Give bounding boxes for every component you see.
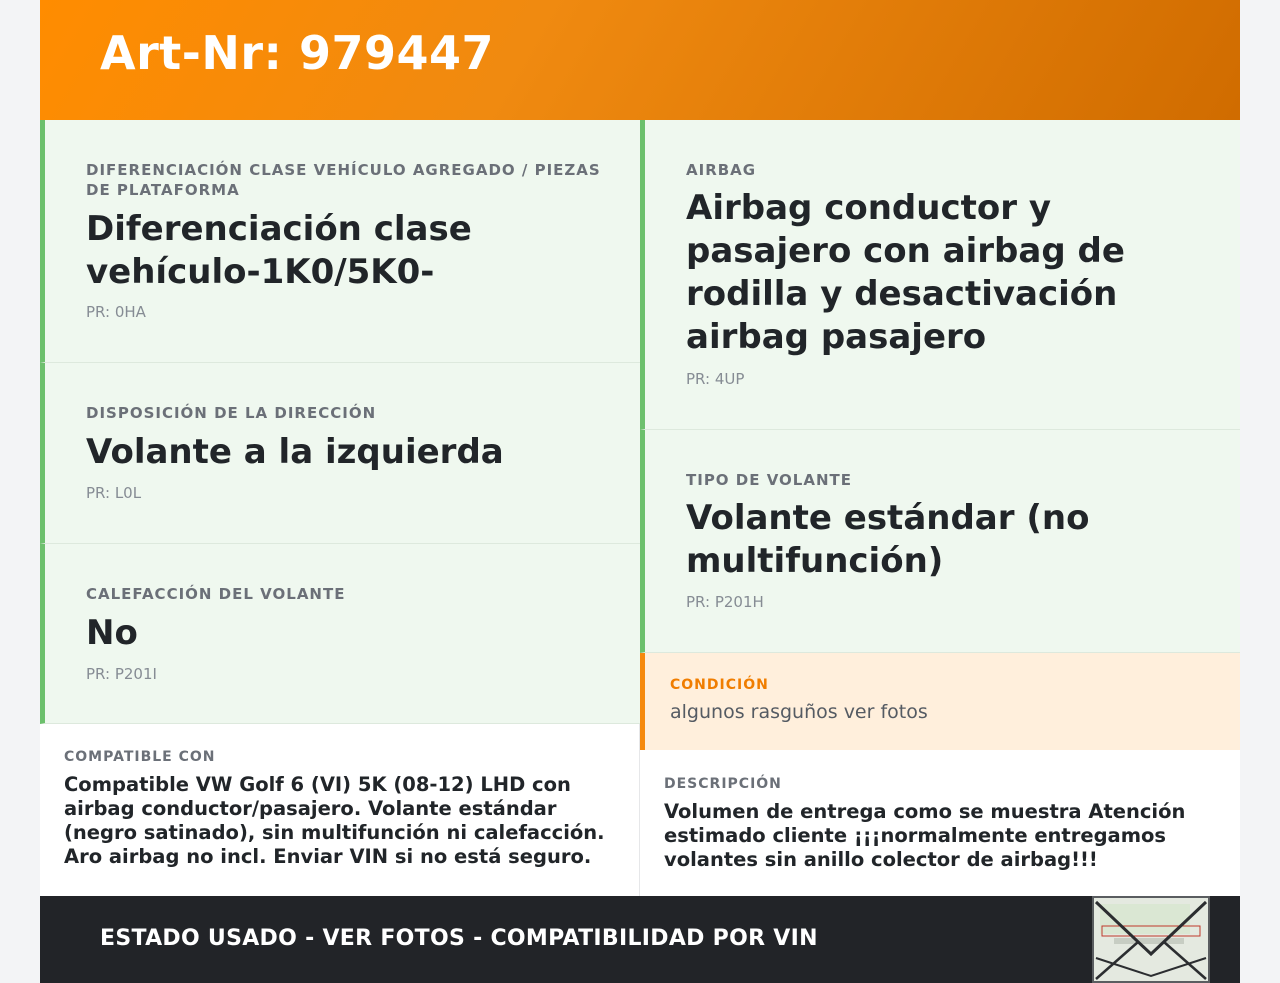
spec-label: AIRBAG [686, 161, 757, 179]
compatible-label: COMPATIBLE CON [64, 749, 216, 765]
spec-value: Diferenciación clase vehículo-1K0/5K0- [86, 209, 472, 292]
spec-pr-code: PR: P201H [686, 593, 764, 611]
spec-label: TIPO DE VOLANTE [686, 471, 852, 489]
condition-label: CONDICIÓN [670, 677, 769, 693]
envelope-photo-icon[interactable] [1092, 896, 1210, 983]
spec-label: DISPOSICIÓN DE LA DIRECCIÓN [86, 404, 377, 422]
footer-bar [40, 896, 1240, 983]
spec-pr-code: PR: L0L [86, 484, 142, 502]
description-text: Volumen de entrega como se muestra Atención estimado cliente ¡¡¡normalmente entregamos volantes sin anillo colector de airbag!!! [664, 800, 1186, 871]
spec-card-airbag [640, 120, 1240, 430]
spec-card-platform [40, 120, 640, 363]
spec-label: DIFERENCIACIÓN CLASE VEHÍCULO AGREGADO / PIEZAS DE PLATAFORMA [86, 161, 601, 199]
spec-pr-code: PR: 4UP [686, 370, 745, 388]
spec-pr-code: PR: P201I [86, 665, 157, 683]
spec-value: Volante a la izquierda [86, 432, 504, 472]
spec-value: No [86, 613, 138, 653]
spec-card-steering-side [40, 363, 640, 544]
spec-card-steering-type [640, 430, 1240, 653]
envelope-icon [1094, 898, 1208, 981]
spec-pr-code: PR: 0HA [86, 303, 146, 321]
footer-status-text: ESTADO USADO - VER FOTOS - COMPATIBILIDAD POR VIN [100, 926, 818, 951]
header-bar [40, 0, 1240, 120]
product-sheet [40, 0, 1240, 983]
compatible-box [40, 724, 640, 896]
spec-card-heating [40, 544, 640, 724]
spec-value: Volante estándar (no multifunción) [686, 498, 1090, 581]
article-number: Art-Nr: 979447 [100, 26, 495, 80]
spec-label: CALEFACCIÓN DEL VOLANTE [86, 585, 346, 603]
description-box [640, 750, 1240, 896]
compatible-text: Compatible VW Golf 6 (VI) 5K (08-12) LHD con airbag conductor/pasajero. Volante estándar (negro satinado), sin multifunción ni calefacción. Aro airbag no incl. Enviar VIN si no está seguro. [64, 773, 605, 868]
condition-box [640, 653, 1240, 750]
condition-value: algunos rasguños ver fotos [670, 701, 928, 723]
spec-value: Airbag conductor y pasajero con airbag de rodilla y desactivación airbag pasajero [686, 188, 1125, 357]
description-label: DESCRIPCIÓN [664, 776, 782, 792]
